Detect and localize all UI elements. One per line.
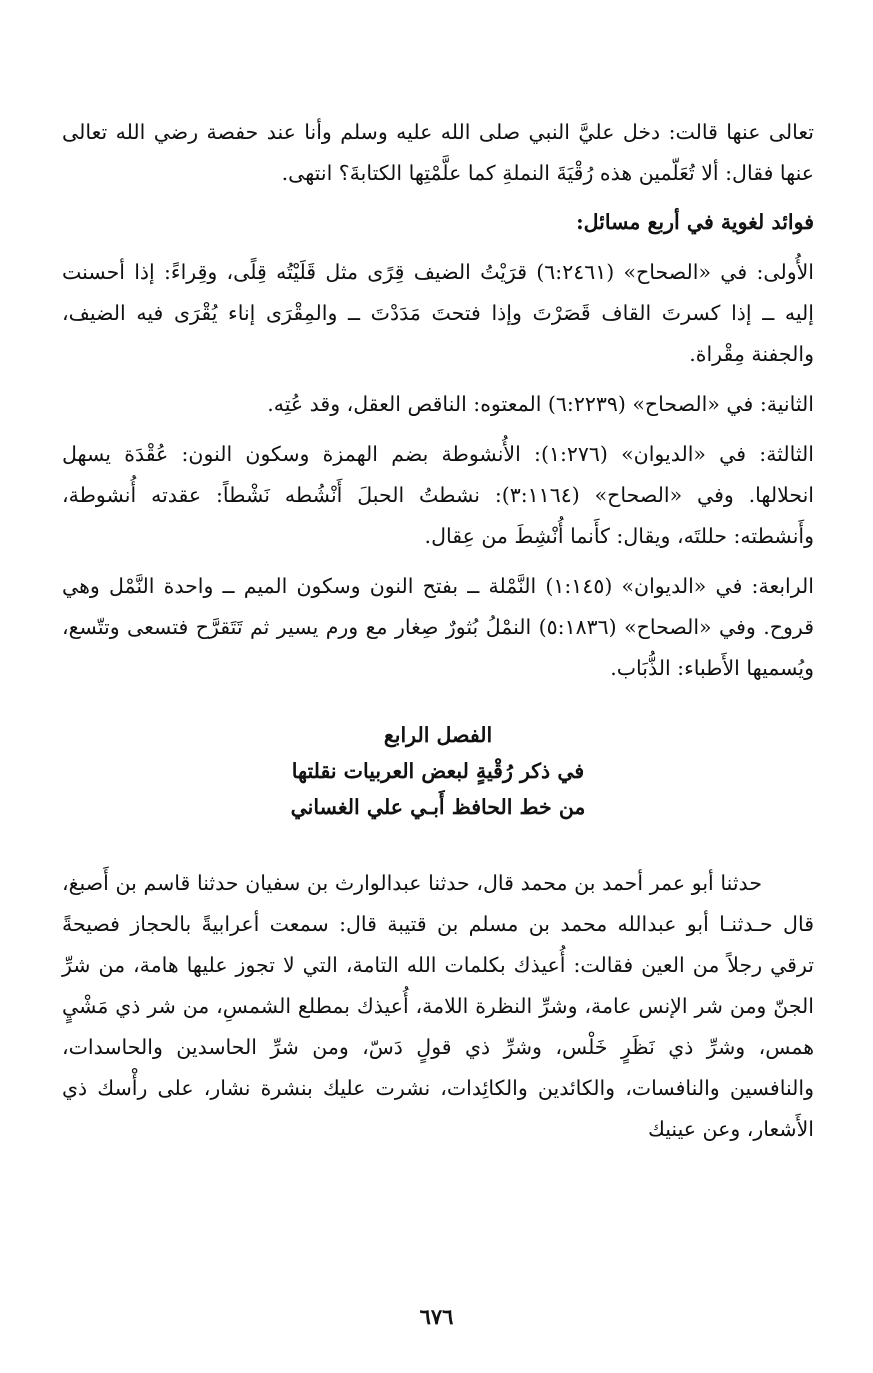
- point-second: الثانية: في «الصحاح» (٦:٢٢٣٩) المعتوه: الناقص العقل، وقد عُتِه.: [267, 392, 814, 416]
- chapter-title: الفصل الرابع: [383, 723, 493, 747]
- chapter-heading: [62, 717, 814, 825]
- chapter-subtitle-line2: من خط الحافظ أَبـي علي الغساني: [290, 795, 586, 819]
- point-first: الأُولى: في «الصحاح» (٦:٢٤٦١) قرَيْتُ الضيف قِرًى مثل قَلَيْتُه قِلًى، وقِراءً: إذا أحسنت إليه ــ إذا كسرتَ القاف قَصَرْتَ وإذا فتحتَ مَدَدْتَ ــ والمِقْرَى إناء يُقْرَى فيه الضيف، والجفنة مِقْراة.: [62, 260, 814, 366]
- section-heading: فوائد لغوية في أربع مسائل:: [576, 210, 814, 234]
- point-third: الثالثة: في «الديوان» (١:٢٧٦): الأُنشوطة بضم الهمزة وسكون النون: عُقْدَة يسهل انحلالها. وفي «الصحاح» (٣:١١٦٤): نشطتُ الحبلَ أَنْشُطه نَشْطاً: عقدته أُنشوطة، وأَنشطته: حللتَه، ويقال: كأَنما أُنْشِطَ من عِقال.: [62, 442, 814, 548]
- point-fourth: الرابعة: في «الديوان» (١:١٤٥) النَّمْلة ــ بفتح النون وسكون الميم ــ واحدة النَّمْل وهي قروح. وفي «الصحاح» (٥:١٨٣٦) النمْلُ بُثورٌ صِغار مع ورم يسير ثم تَتَقرَّح فتسعى وتتّسع، ويُسميها الأَطباء: الذُّبَاب.: [62, 574, 815, 680]
- narration-block: [62, 863, 814, 1150]
- page-number: ٦٧٦: [419, 1304, 454, 1329]
- chapter-subtitle-line1: في ذكر رُقْيةٍ لبعض العربيات نقلتها: [291, 759, 585, 783]
- narration-paragraph: حدثنا أبو عمر أحمد بن محمد قال، حدثنا عبدالوارث بن سفيان حدثنا قاسم بن أَصبغ، قال حـدثنـا أبو عبدالله محمد بن مسلم بن قتيبة قال: سمعت أعرابيةً بالحجاز فصيحةً ترقي رجلاً من العين فقالت: أُعيذك بكلمات الله التامة، التي لا تجوز عليها هامة، من شرِّ الجنّ ومن شر الإنس عامة، وشرِّ النظرة اللامة، أُعيذك بمطلع الشمسِ، من شر ذي مَشْيٍ همس، وشرِّ ذي نَظَرٍ خَلْس، وشرِّ ذي قولٍ دَسّ، ومن شرِّ الحاسدين والحاسدات، والنافسين والنافسات، والكائدين والكائِدات، نشرت عليك بنشرة نشار، على رأْسك ذي الأَشعار، وعن عينيك: [62, 871, 815, 1141]
- document-page: [62, 112, 814, 1150]
- intro-paragraph: تعالى عنها قالت: دخل عليَّ النبي صلى الله عليه وسلم وأنا عند حفصة رضي الله تعالى عنها فقال: ألا تُعَلّمين هذه رُقْيَةَ النملةِ كما علَّمْتِها الكتابةَ؟ انتهى.: [62, 120, 814, 185]
